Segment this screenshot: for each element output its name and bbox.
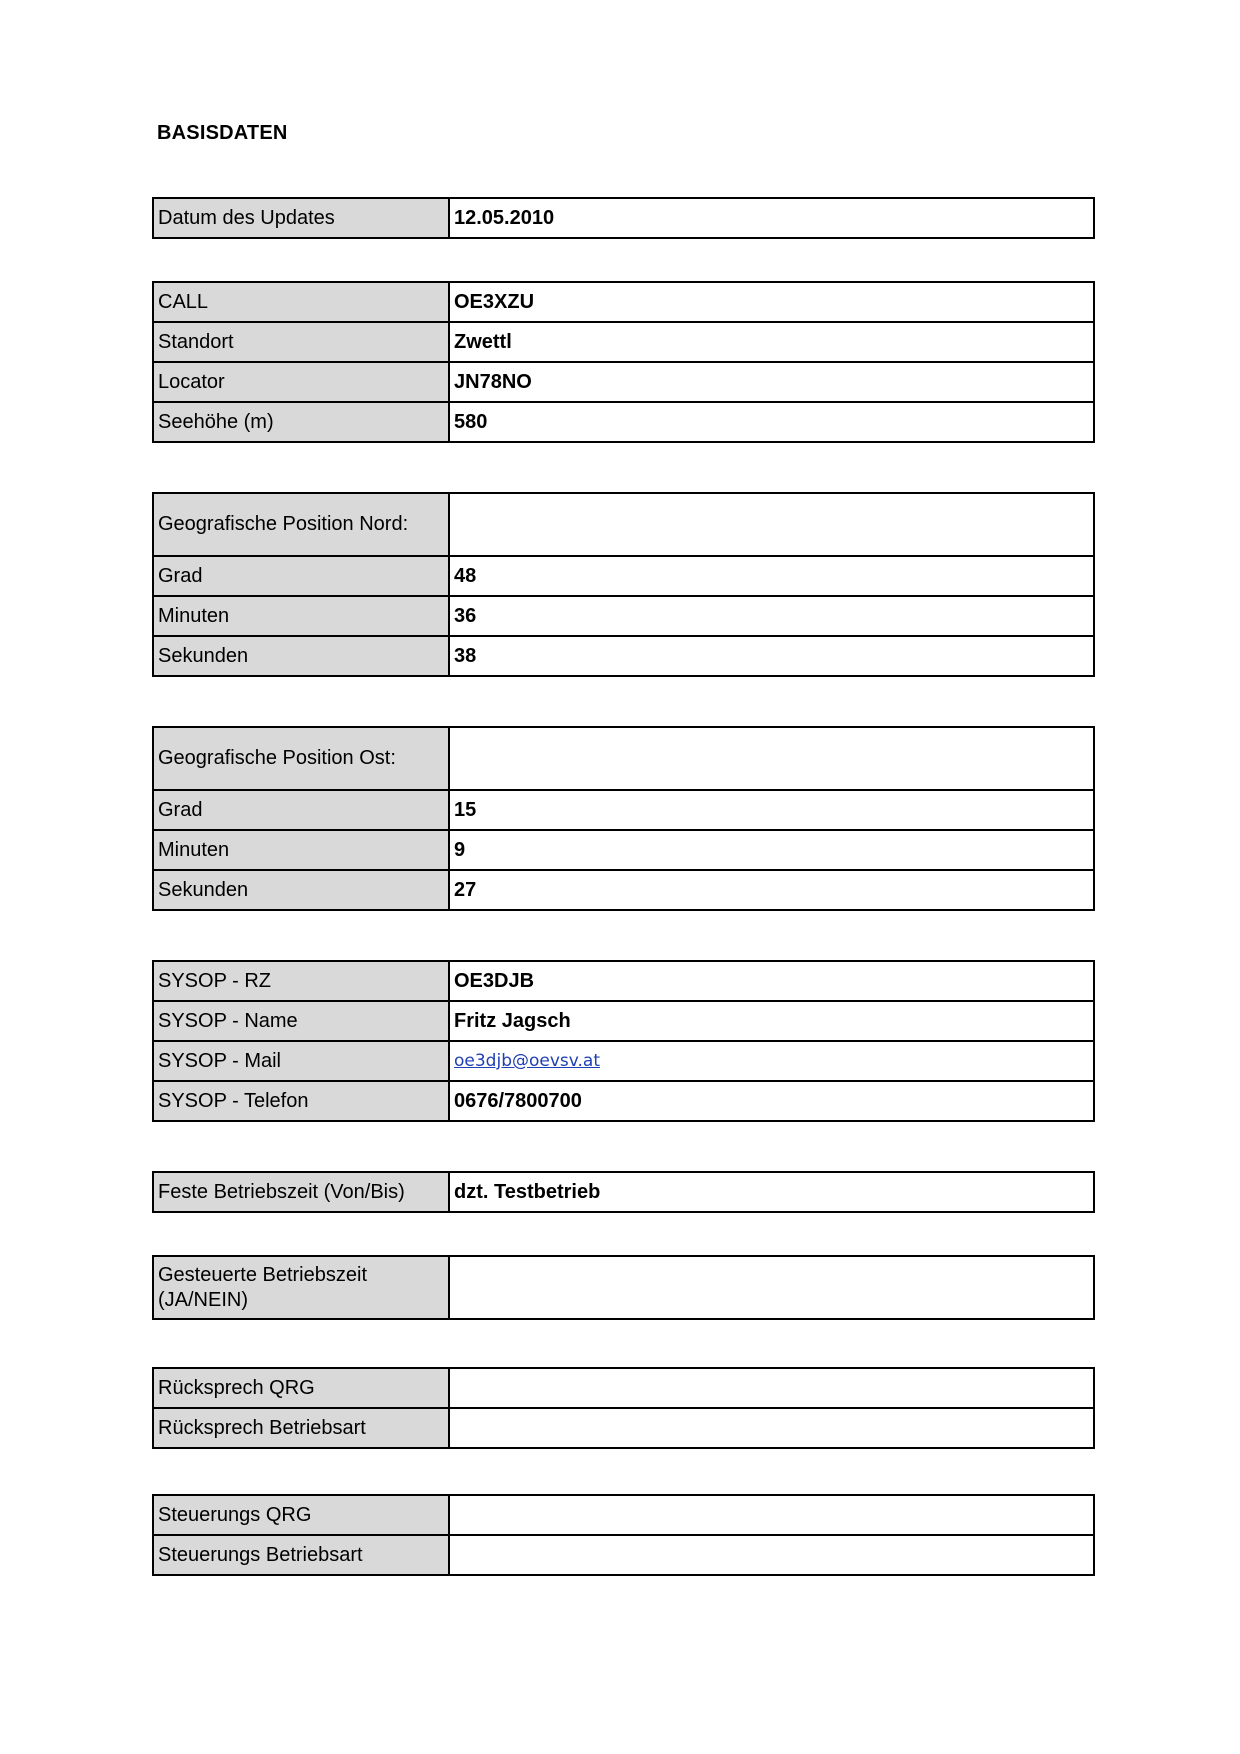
field-value: 580 <box>449 402 1094 442</box>
field-value: OE3XZU <box>449 282 1094 322</box>
update-date-table <box>152 197 1095 239</box>
field-label: SYSOP - Telefon <box>153 1081 449 1121</box>
field-value <box>449 1256 1094 1319</box>
field-value: dzt. Testbetrieb <box>449 1172 1094 1212</box>
table-row <box>153 198 1094 238</box>
table-row <box>153 727 1094 790</box>
field-value: 36 <box>449 596 1094 636</box>
field-label: Geografische Position Ost: <box>153 727 449 790</box>
field-label: SYSOP - Name <box>153 1001 449 1041</box>
field-value: 9 <box>449 830 1094 870</box>
field-value <box>449 1495 1094 1535</box>
table-row <box>153 362 1094 402</box>
field-label: Steuerungs QRG <box>153 1495 449 1535</box>
field-label: CALL <box>153 282 449 322</box>
field-value: 12.05.2010 <box>449 198 1094 238</box>
table-row <box>153 1495 1094 1535</box>
field-value: 48 <box>449 556 1094 596</box>
table-row <box>153 1256 1094 1319</box>
field-value: Zwettl <box>449 322 1094 362</box>
field-label: Grad <box>153 556 449 596</box>
field-value <box>449 493 1094 556</box>
field-label: Rücksprech QRG <box>153 1368 449 1408</box>
table-row <box>153 1172 1094 1212</box>
table-row <box>153 402 1094 442</box>
field-label: Minuten <box>153 830 449 870</box>
fixed-operating-time-table <box>152 1171 1095 1213</box>
table-row <box>153 1535 1094 1575</box>
field-label: Gesteuerte Betriebszeit (JA/NEIN) <box>153 1256 449 1319</box>
field-label: Sekunden <box>153 870 449 910</box>
controlled-operating-time-table <box>152 1255 1095 1320</box>
field-value: Fritz Jagsch <box>449 1001 1094 1041</box>
table-row <box>153 636 1094 676</box>
field-label: SYSOP - RZ <box>153 961 449 1001</box>
field-value: 27 <box>449 870 1094 910</box>
sysop-mail-link[interactable]: oe3djb@oevsv.at <box>454 1051 600 1071</box>
table-row <box>153 493 1094 556</box>
control-table <box>152 1494 1095 1576</box>
field-value <box>449 1535 1094 1575</box>
field-label: SYSOP - Mail <box>153 1041 449 1081</box>
field-label: Grad <box>153 790 449 830</box>
field-value <box>449 1368 1094 1408</box>
table-row <box>153 1001 1094 1041</box>
field-label: Feste Betriebszeit (Von/Bis) <box>153 1172 449 1212</box>
table-row <box>153 870 1094 910</box>
table-row <box>153 596 1094 636</box>
field-label: Seehöhe (m) <box>153 402 449 442</box>
field-value: 0676/7800700 <box>449 1081 1094 1121</box>
field-label: Minuten <box>153 596 449 636</box>
table-row <box>153 556 1094 596</box>
table-row <box>153 1368 1094 1408</box>
field-value: JN78NO <box>449 362 1094 402</box>
field-label: Rücksprech Betriebsart <box>153 1408 449 1448</box>
table-row <box>153 1081 1094 1121</box>
field-value <box>449 1408 1094 1448</box>
field-label: Datum des Updates <box>153 198 449 238</box>
table-row <box>153 961 1094 1001</box>
field-value <box>449 727 1094 790</box>
field-value: OE3DJB <box>449 961 1094 1001</box>
table-row <box>153 1041 1094 1081</box>
table-row <box>153 322 1094 362</box>
position-north-table <box>152 492 1095 677</box>
table-row <box>153 830 1094 870</box>
field-label: Locator <box>153 362 449 402</box>
table-row <box>153 1408 1094 1448</box>
field-value: 15 <box>449 790 1094 830</box>
field-value <box>449 1041 1094 1081</box>
field-value: 38 <box>449 636 1094 676</box>
position-east-table <box>152 726 1095 911</box>
station-table <box>152 281 1095 443</box>
page-title: BASISDATEN <box>157 122 288 144</box>
field-label: Standort <box>153 322 449 362</box>
table-row <box>153 282 1094 322</box>
field-label: Steuerungs Betriebsart <box>153 1535 449 1575</box>
field-label: Sekunden <box>153 636 449 676</box>
talkback-table <box>152 1367 1095 1449</box>
sysop-table <box>152 960 1095 1122</box>
table-row <box>153 790 1094 830</box>
field-label: Geografische Position Nord: <box>153 493 449 556</box>
